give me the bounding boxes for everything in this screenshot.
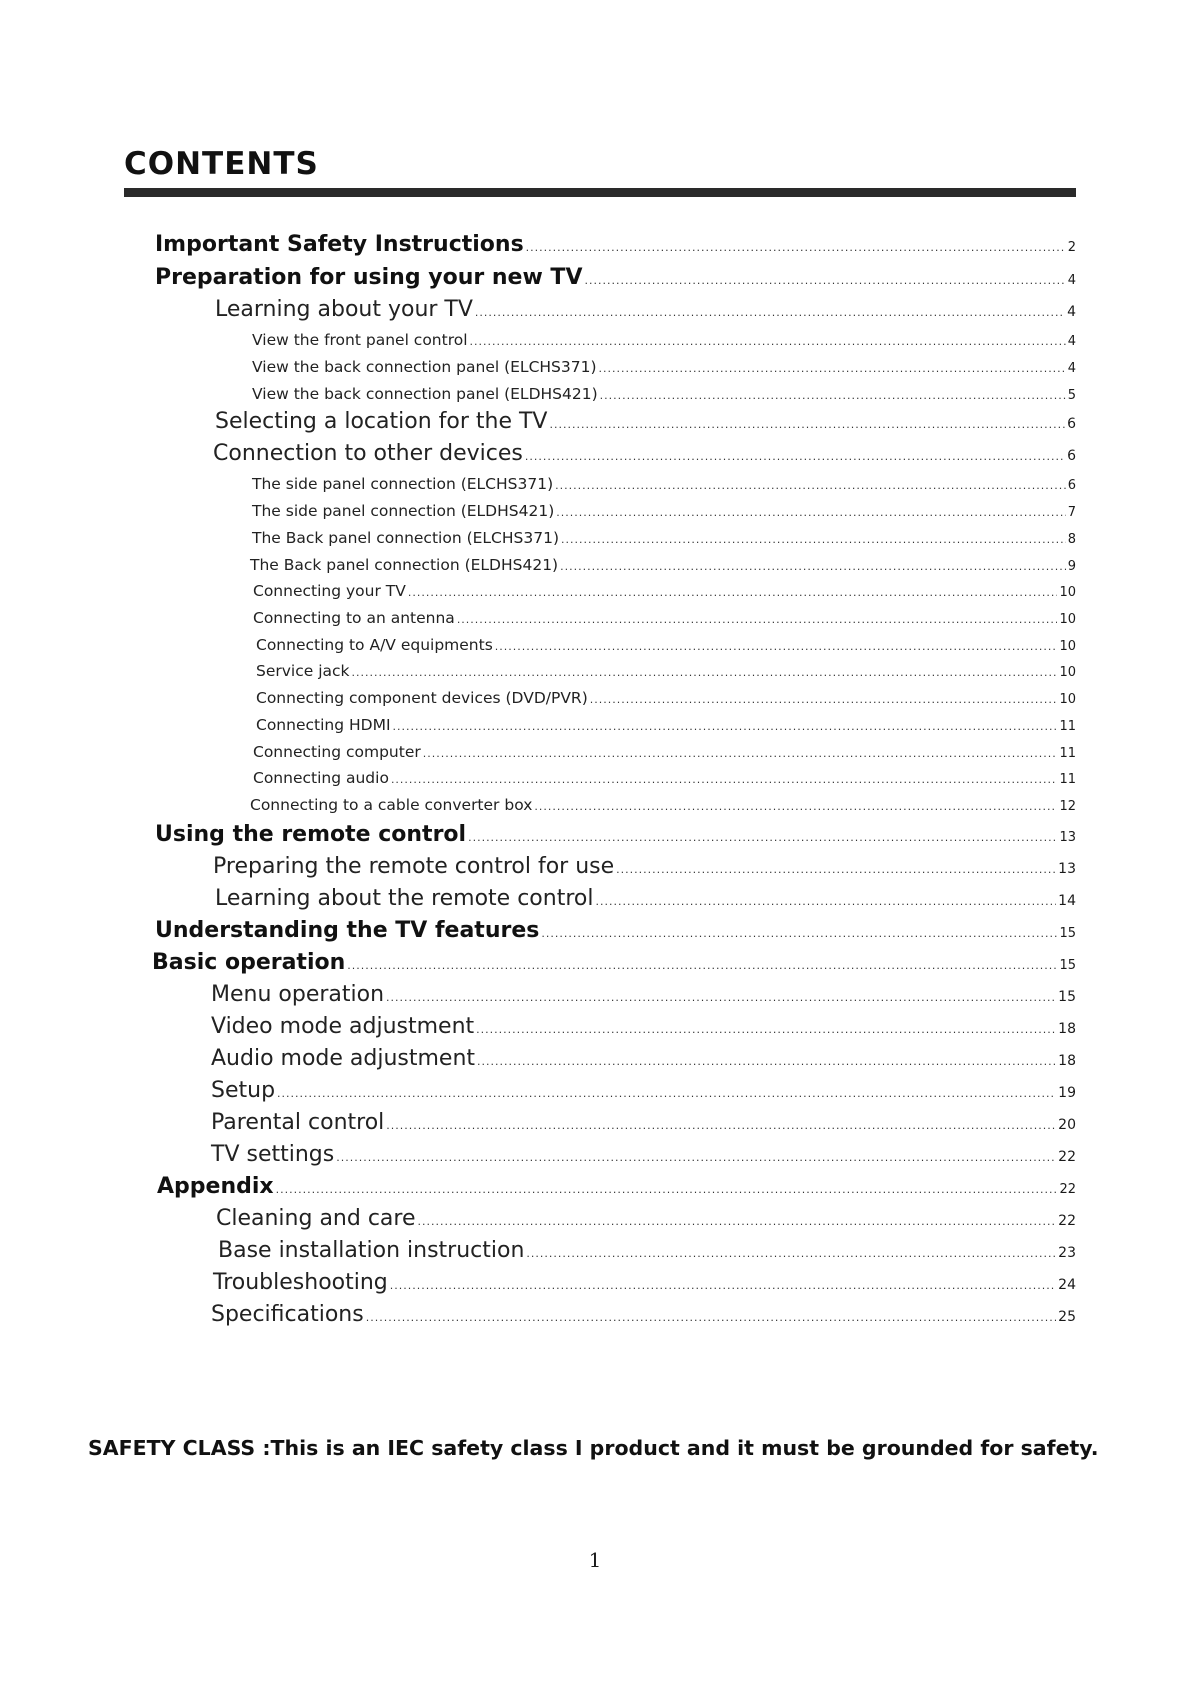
dot-leader (556, 506, 1065, 519)
toc-label: Base installation instruction (218, 1238, 525, 1263)
dot-leader (276, 1183, 1058, 1196)
toc-page: 10 (1059, 665, 1076, 680)
dot-leader (560, 560, 1066, 573)
toc-entry[interactable] (250, 796, 1076, 814)
toc-label: Preparation for using your new TV (155, 265, 583, 290)
dot-leader (555, 479, 1066, 492)
toc-entry[interactable] (211, 982, 1076, 1007)
toc-label: Preparing the remote control for use (213, 854, 615, 879)
dot-leader (408, 586, 1058, 599)
dot-leader (549, 418, 1065, 431)
toc-label: Using the remote control (155, 822, 467, 847)
toc-label: The side panel connection (ELDHS421) (252, 502, 555, 520)
toc-page: 6 (1067, 478, 1076, 493)
dot-leader (599, 362, 1066, 375)
dot-leader (393, 720, 1058, 733)
dot-leader (525, 450, 1065, 463)
toc-label: View the back connection panel (ELDHS421) (252, 385, 598, 403)
dot-leader (526, 241, 1066, 254)
toc-page: 18 (1058, 1053, 1076, 1069)
toc-label: TV settings (211, 1142, 335, 1167)
toc-label: Parental control (211, 1110, 385, 1135)
toc-label: The Back panel connection (ELCHS371) (252, 529, 559, 547)
toc-entry[interactable] (215, 886, 1076, 911)
dot-leader (336, 1151, 1056, 1164)
toc-label: Connecting your TV (253, 582, 406, 600)
dot-leader (366, 1311, 1056, 1324)
toc-entry[interactable] (253, 743, 1076, 761)
toc-page: 14 (1058, 893, 1076, 909)
toc-page: 23 (1058, 1245, 1076, 1261)
toc-entry[interactable] (213, 1270, 1076, 1295)
dot-leader (584, 274, 1065, 287)
toc-page: 10 (1059, 692, 1076, 707)
dot-leader (541, 927, 1057, 940)
dot-leader (418, 1215, 1057, 1228)
toc-label: Setup (211, 1078, 276, 1103)
toc-label: The side panel connection (ELCHS371) (252, 475, 554, 493)
dot-leader (561, 533, 1066, 546)
toc-page: 15 (1059, 958, 1076, 973)
toc-page: 5 (1067, 388, 1076, 403)
toc-label: Menu operation (211, 982, 385, 1007)
dot-leader (391, 773, 1058, 786)
page-number: 1 (588, 1548, 602, 1572)
dot-leader (590, 693, 1058, 706)
toc-label: Connecting to an antenna (253, 609, 455, 627)
toc-page: 24 (1058, 1277, 1076, 1293)
toc-entry[interactable] (152, 950, 1076, 975)
toc-page: 12 (1059, 799, 1076, 814)
toc-page: 13 (1059, 830, 1076, 845)
toc-entry[interactable] (155, 232, 1076, 257)
toc-label: Important Safety Instructions (155, 232, 524, 257)
toc-entry[interactable] (252, 385, 1076, 403)
toc-entry[interactable] (155, 265, 1076, 290)
dot-leader (595, 895, 1056, 908)
toc-page: 25 (1058, 1309, 1076, 1325)
dot-leader (390, 1279, 1056, 1292)
toc-label: Service jack (256, 662, 350, 680)
toc-page: 2 (1067, 240, 1076, 255)
toc-entry[interactable] (211, 1078, 1076, 1103)
toc-entry[interactable] (253, 769, 1076, 787)
toc-entry[interactable] (155, 822, 1076, 847)
toc-page: 22 (1058, 1149, 1076, 1165)
toc-label: Specifications (211, 1302, 364, 1327)
toc-page: 4 (1067, 361, 1076, 376)
dot-leader (475, 306, 1065, 319)
toc-page: 4 (1067, 334, 1076, 349)
toc-page: 13 (1058, 861, 1076, 877)
dot-leader (423, 747, 1058, 760)
toc-entry[interactable] (155, 918, 1076, 943)
toc-label: Learning about your TV (215, 297, 473, 322)
toc-page: 10 (1059, 612, 1076, 627)
toc-page: 11 (1059, 746, 1076, 761)
toc-page: 8 (1067, 532, 1076, 547)
toc-entry[interactable] (252, 331, 1076, 349)
toc-label: View the back connection panel (ELCHS371) (252, 358, 597, 376)
toc-entry[interactable] (215, 409, 1076, 434)
toc-label: Connecting component devices (DVD/PVR) (256, 689, 588, 707)
dot-leader (476, 1023, 1056, 1036)
toc-entry[interactable] (256, 689, 1076, 707)
toc-label: Connecting HDMI (256, 716, 391, 734)
toc-label: Video mode adjustment (211, 1014, 475, 1039)
safety-class-note: SAFETY CLASS :This is an IEC safety class I product and it must be grounded for safety. (88, 1436, 1099, 1460)
toc-label: Connecting to a cable converter box (250, 796, 533, 814)
toc-page: 11 (1059, 719, 1076, 734)
toc-page: 4 (1067, 304, 1076, 320)
toc-entry[interactable] (215, 297, 1076, 322)
dot-leader (347, 959, 1057, 972)
toc-label: Troubleshooting (213, 1270, 388, 1295)
toc-page: 15 (1058, 989, 1076, 1005)
toc-entry[interactable] (216, 1206, 1076, 1231)
toc-entry[interactable] (252, 475, 1076, 493)
toc-page: 18 (1058, 1021, 1076, 1037)
toc-page: 10 (1059, 639, 1076, 654)
toc-page: 10 (1059, 585, 1076, 600)
toc-entry[interactable] (211, 1046, 1076, 1071)
toc-entry[interactable] (211, 1302, 1076, 1327)
toc-page: 6 (1067, 416, 1076, 432)
dot-leader (386, 991, 1056, 1004)
toc-entry[interactable] (211, 1142, 1076, 1167)
dot-leader (386, 1119, 1056, 1132)
dot-leader (470, 335, 1066, 348)
toc-page: 22 (1059, 1182, 1076, 1197)
dot-leader (526, 1247, 1056, 1260)
toc-page: 22 (1058, 1213, 1076, 1229)
toc-label: Connecting computer (253, 743, 421, 761)
dot-leader (457, 613, 1058, 626)
toc-entry[interactable] (218, 1238, 1076, 1263)
toc-entry[interactable] (253, 582, 1076, 600)
toc-entry[interactable] (252, 502, 1076, 520)
toc-entry[interactable] (213, 441, 1076, 466)
toc-label: Cleaning and care (216, 1206, 416, 1231)
toc-label: Appendix (157, 1174, 274, 1199)
toc-page: 11 (1059, 772, 1076, 787)
toc-label: Learning about the remote control (215, 886, 594, 911)
toc-entry[interactable] (250, 556, 1076, 574)
toc-page: 4 (1067, 273, 1076, 288)
toc-page: 6 (1067, 448, 1076, 464)
toc-entry[interactable] (213, 854, 1076, 879)
toc-label: Connecting audio (253, 769, 389, 787)
toc-page: 20 (1058, 1117, 1076, 1133)
toc-page: 7 (1067, 505, 1076, 520)
toc-label: View the front panel control (252, 331, 468, 349)
dot-leader (468, 831, 1057, 844)
title-rule (124, 188, 1076, 197)
toc-entry[interactable] (252, 529, 1076, 547)
toc-label: Selecting a location for the TV (215, 409, 548, 434)
dot-leader (600, 389, 1066, 402)
toc-entry[interactable] (253, 609, 1076, 627)
toc-entry[interactable] (252, 358, 1076, 376)
toc-entry[interactable] (256, 716, 1076, 734)
toc-entry[interactable] (211, 1014, 1076, 1039)
dot-leader (477, 1055, 1056, 1068)
dot-leader (495, 640, 1058, 653)
toc-entry[interactable] (157, 1174, 1076, 1199)
dot-leader (352, 666, 1058, 679)
toc-label: Understanding the TV features (155, 918, 540, 943)
toc-page: 9 (1067, 559, 1076, 574)
toc-label: Connection to other devices (213, 441, 523, 466)
dot-leader (277, 1087, 1056, 1100)
toc-entry[interactable] (256, 662, 1076, 680)
toc-page: 19 (1058, 1085, 1076, 1101)
toc-label: Connecting to A/V equipments (256, 636, 493, 654)
toc-label: Basic operation (152, 950, 346, 975)
toc-entry[interactable] (211, 1110, 1076, 1135)
toc-entry[interactable] (256, 636, 1076, 654)
dot-leader (616, 863, 1056, 876)
toc-page: 15 (1059, 926, 1076, 941)
page-title: CONTENTS (124, 146, 319, 182)
toc-label: The Back panel connection (ELDHS421) (250, 556, 559, 574)
toc-label: Audio mode adjustment (211, 1046, 476, 1071)
dot-leader (534, 800, 1057, 813)
